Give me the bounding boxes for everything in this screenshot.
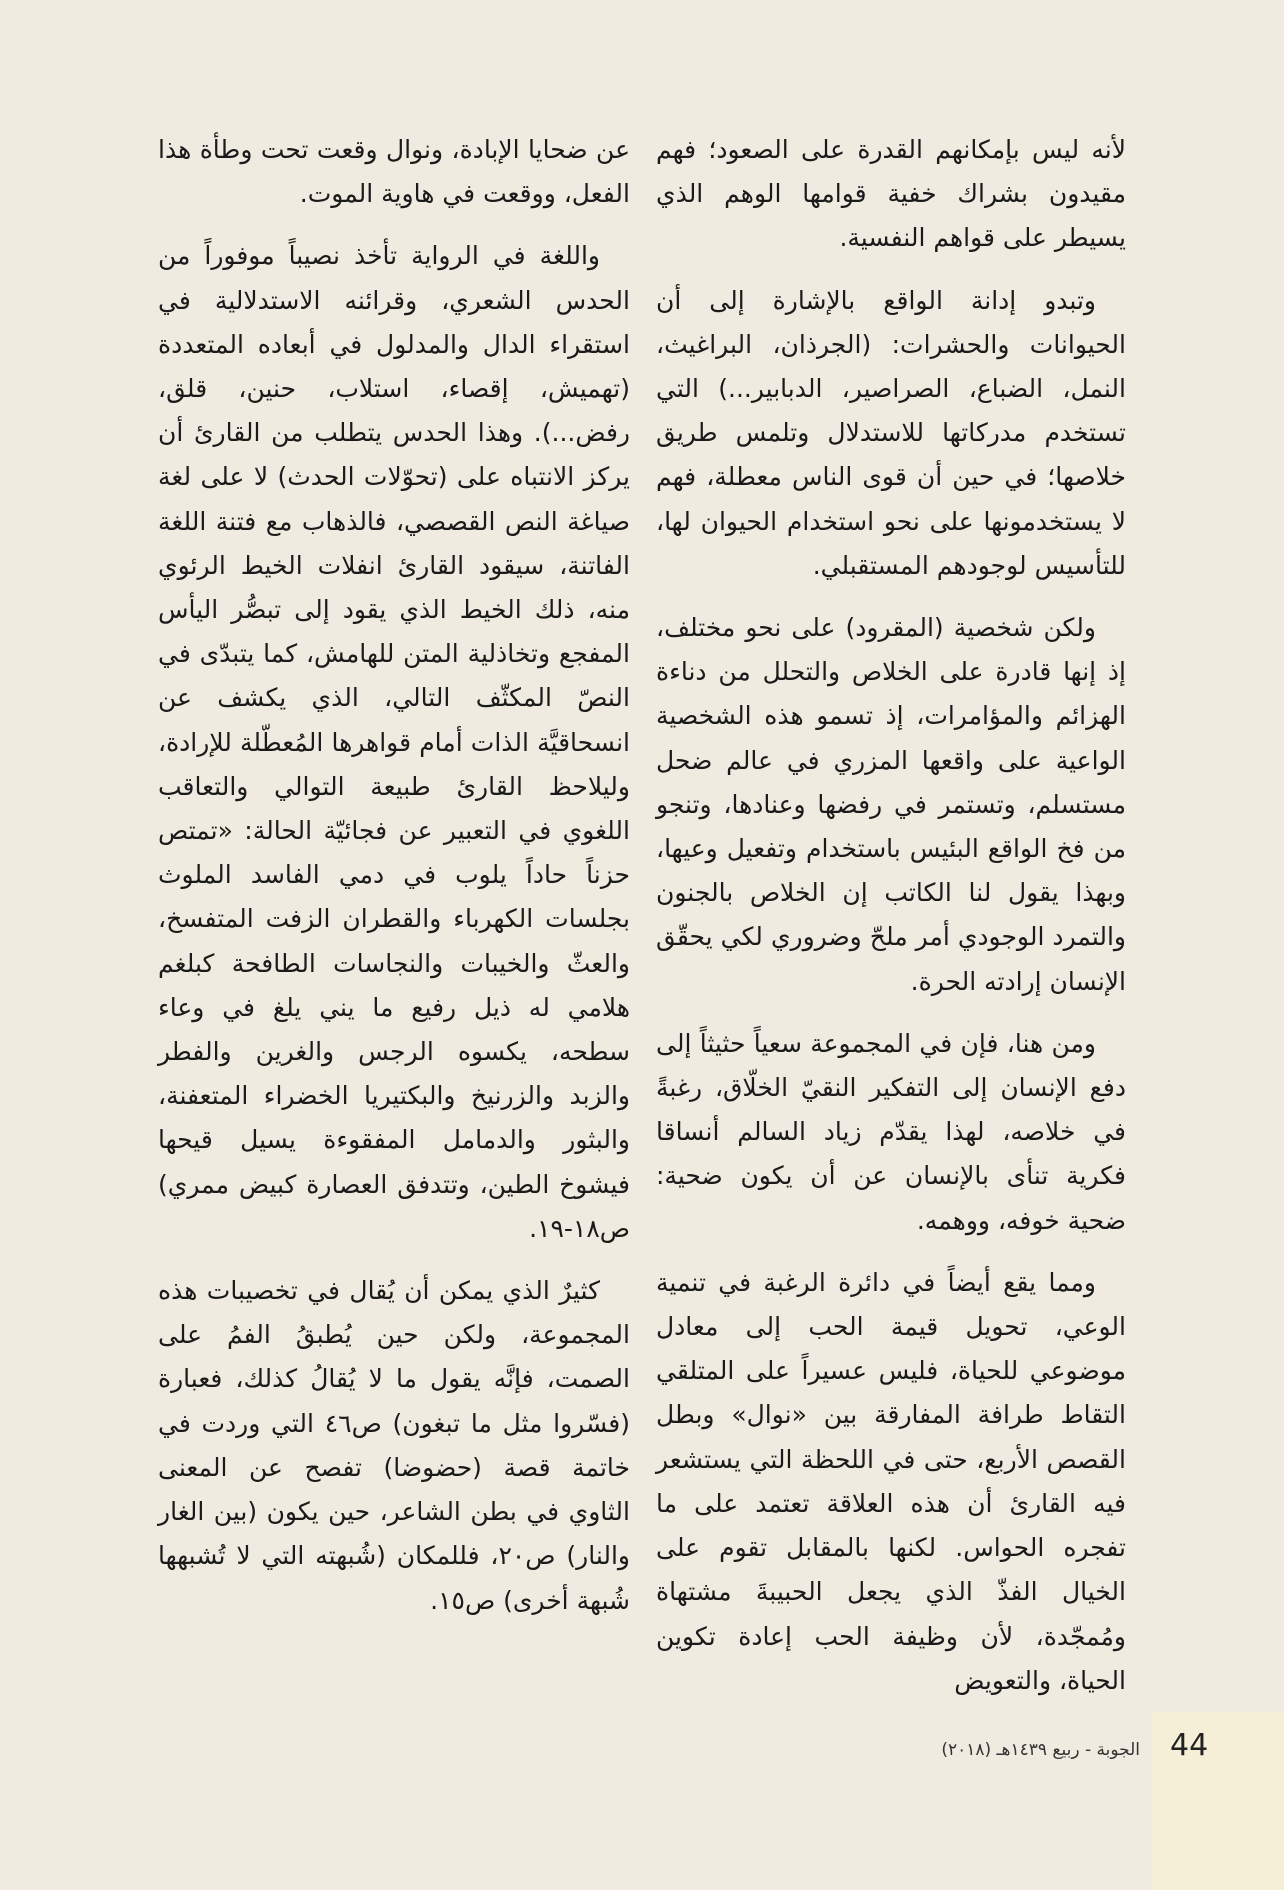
paragraph: لأنه ليس بإمكانهم القدرة على الصعود؛ فهم مقيدون بشراك خفية قوامها الوهم الذي يسيطر على قواهم النفسية. (656, 135, 1126, 253)
paragraph: ومما يقع أيضاً في دائرة الرغبة في تنمية الوعي، تحويل قيمة الحب إلى معادل موضوعي للحياة، فليس عسيراً على المتلقي التقاط طرافة المفارقة بين «نوال» وبطل القصص الأربع، حتى في اللحظة التي يستشعر فيه القارئ أن هذه العلاقة تعتمد على ما تفجره الحواس. لكنها بالمقابل تقوم على الخيال الفذّ الذي يجعل الحبيبةَ مشتهاة ومُمجّدة، لأن وظيفة الحب إعادة تكوين الحياة، والتعويض (656, 1267, 1126, 1695)
paragraph: وتبدو إدانة الواقع بالإشارة إلى أن الحيوانات والحشرات: (الجرذان، البراغيث، النمل، الضباع، الصراصير، الدبابير...) التي تستخدم مدركاتها للاستدلال وتلمس طريق خلاصها؛ في حين أن قوى الناس معطلة، فهم لا يستخدمونها على نحو استخدام الحيوان لها، للتأسيس لوجودهم المستقبلي. (656, 285, 1126, 580)
paragraph: عن ضحايا الإبادة، ونوال وقعت تحت وطأة هذا الفعل، ووقعت في هاوية الموت. (158, 135, 630, 209)
paragraph: واللغة في الرواية تأخذ نصيباً موفوراً من الحدس الشعري، وقرائنه الاستدلالية في استقراء الدال والمدلول في أبعاده المتعددة (تهميش، إقصاء، استلاب، حنين، قلق، رفض...). وهذا الحدس يتطلب من القارئ أن يركز الانتباه على (تحوّلات الحدث) لا على لغة صياغة النص القصصي، فالذهاب مع فتنة اللغة الفاتنة، سيقود القارئ انفلات الخيط الرئوي منه، ذلك الخيط الذي يقود إلى تبصُّر اليأس المفجع وتخاذلية المتن للهامش، كما يتبدّى في النصّ المكثّف التالي، الذي يكشف عن انسحاقيَّة الذات أمام قواهرها المُعطّلة للإرادة، وليلاحظ القارئ طبيعة التوالي والتعاقب اللغوي في التعبير عن فجائيّة الحالة: «تمتص حزناً حاداً يلوب في دمي الفاسد الملوث بجلسات الكهرباء والقطران الزفت المتفسخ، والعثّ والخيبات والنجاسات الطافحة كبلغم هلامي له ذيل رفيع ما يني يلغ في وعاء سطحه، يكسوه الرجس والغرين والفطر والزبد والزرنيخ والبكتيريا الخضراء المتعفنة، والبثور والدمامل المفقوءة يسيل قيحها فيشوخ الطين، وتتدفق العصارة كبيض ممري) ص١٨-١٩. (158, 241, 630, 1243)
article-column-right (656, 128, 1126, 1721)
paragraph: ومن هنا، فإن في المجموعة سعياً حثيثاً إلى دفع الإنسان إلى التفكير النقيّ الخلّاق، رغبةً في خلاصه، لهذا يقدّم زياد السالم أنساقا فكرية تنأى بالإنسان عن أن يكون ضحية: ضحية خوفه، ووهمه. (656, 1028, 1126, 1235)
paragraph: ولكن شخصية (المقرود) على نحو مختلف، إذ إنها قادرة على الخلاص والتحلل من دناءة الهزائم والمؤامرات، إذ تسمو هذه الشخصية الواعية على واقعها المزري في عالم ضحل مستسلم، وتستمر في رفضها وعنادها، وتنجو من فخ الواقع البئيس باستخدام وتفعيل وعيها، وبهذا يقول لنا الكاتب إن الخلاص بالجنون والتمرد الوجودي أمر ملحّ وضروري لكي يحقّق الإنسان إرادته الحرة. (656, 613, 1126, 996)
page-number: 44 (1170, 1728, 1209, 1763)
running-footer: الجوبة - ربيع ١٤٣٩هـ (٢٠١٨) (941, 1740, 1140, 1760)
article-column-left (158, 128, 630, 1641)
paragraph: كثيرٌ الذي يمكن أن يُقال في تخصيبات هذه المجموعة، ولكن حين يُطبقُ الفمُ على الصمت، فإنَّه يقول ما لا يُقالُ كذلك، فعبارة (فسّروا مثل ما تبغون) ص٤٦ التي وردت في خاتمة قصة (حضوضا) تفصح عن المعنى الثاوي في بطن الشاعر، حين يكون (بين الغار والنار) ص٢٠، فللمكان (شُبهته التي لا تُشبهها شُبهة أخرى) ص١٥. (158, 1276, 630, 1615)
